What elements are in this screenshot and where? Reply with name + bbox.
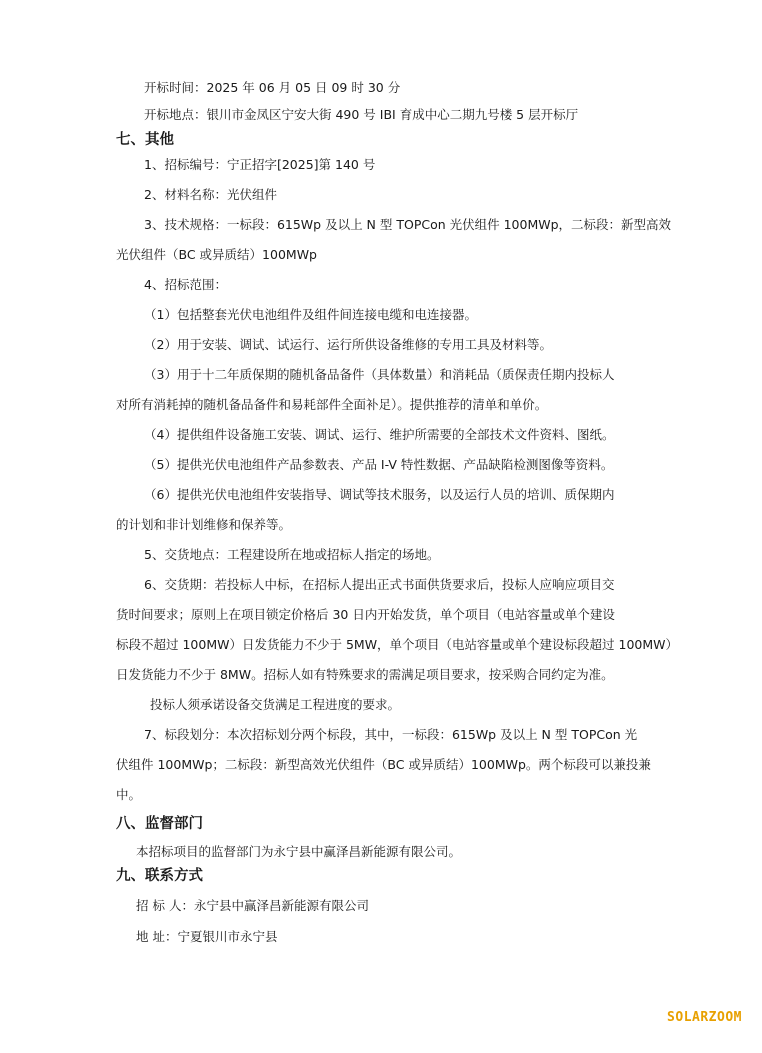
- supervision-text: 本招标项目的监督部门为永宁县中赢泽昌新能源有限公司。: [136, 844, 462, 859]
- item-6-line-4: 日发货能力不少于 8MW。招标人如有特殊要求的需满足项目要求，按采购合同约定为准。: [116, 667, 614, 682]
- item-7-line-1: 7、标段划分：本次招标划分两个标段，其中，一标段：615Wp 及以上 N 型 TOPCon 光: [144, 727, 638, 742]
- item-6-note: 投标人须承诺设备交货满足工程进度的要求。: [150, 697, 401, 712]
- section-7-heading: 七、其他: [116, 132, 174, 148]
- scope-3-line-2: 对所有消耗掉的随机备品备件和易耗部件全面补足）。提供推荐的清单和单价。: [116, 397, 548, 412]
- scope-4: （4）提供组件设备施工安装、调试、运行、维护所需要的全部技术文件资料、图纸。: [144, 427, 615, 442]
- scope-3-line-1: （3）用于十二年质保期的随机备品备件（具体数量）和消耗品（质保责任期内投标人: [144, 367, 615, 382]
- item-6-line-3: 标段不超过 100MW）日发货能力不少于 5MW，单个项目（电站容量或单个建设标段超过 100MW）: [116, 637, 679, 652]
- item-7-line-2: 伏组件 100MWp；二标段：新型高效光伏组件（BC 或异质结）100MWp。两个标段可以兼投兼: [116, 757, 651, 772]
- item-3-line-1: 3、技术规格：一标段：615Wp 及以上 N 型 TOPCon 光伏组件 100MWp，二标段：新型高效: [144, 217, 672, 232]
- bidder-line: 招 标 人：永宁县中赢泽昌新能源有限公司: [136, 898, 369, 913]
- item-3-line-2: 光伏组件（BC 或异质结）100MWp: [116, 247, 317, 262]
- scope-5: （5）提供光伏电池组件产品参数表、产品 I-V 特性数据、产品缺陷检测图像等资料。: [144, 457, 614, 472]
- scope-2: （2）用于安装、调试、试运行、运行所供设备维修的专用工具及材料等。: [144, 337, 552, 352]
- section-9-heading: 九、联系方式: [116, 868, 203, 884]
- watermark: SOLARZOOM: [667, 1010, 742, 1025]
- item-2: 2、材料名称：光伏组件: [144, 187, 277, 202]
- scope-1: （1）包括整套光伏电池组件及组件间连接电缆和电连接器。: [144, 307, 477, 322]
- item-6-line-2: 货时间要求；原则上在项目锁定价格后 30 日内开始发货，单个项目（电站容量或单个建设: [116, 607, 615, 622]
- item-1: 1、招标编号：宁正招字[2025]第 140 号: [144, 157, 376, 172]
- address-line: 地 址：宁夏银川市永宁县: [136, 929, 278, 944]
- section-8-heading: 八、监督部门: [116, 816, 203, 832]
- scope-6-line-1: （6）提供光伏电池组件安装指导、调试等技术服务，以及运行人员的培训、质保期内: [144, 487, 615, 502]
- open-time: 开标时间：2025 年 06 月 05 日 09 时 30 分: [144, 80, 401, 95]
- open-place: 开标地点：银川市金凤区宁安大街 490 号 IBI 育成中心二期九号楼 5 层开标厅: [144, 107, 579, 122]
- scope-6-line-2: 的计划和非计划维修和保养等。: [116, 517, 292, 532]
- item-5: 5、交货地点：工程建设所在地或招标人指定的场地。: [144, 547, 440, 562]
- item-7-line-3: 中。: [116, 787, 142, 802]
- item-4: 4、招标范围：: [144, 277, 227, 292]
- item-6-line-1: 6、交货期：若投标人中标，在招标人提出正式书面供货要求后，投标人应响应项目交: [144, 577, 615, 592]
